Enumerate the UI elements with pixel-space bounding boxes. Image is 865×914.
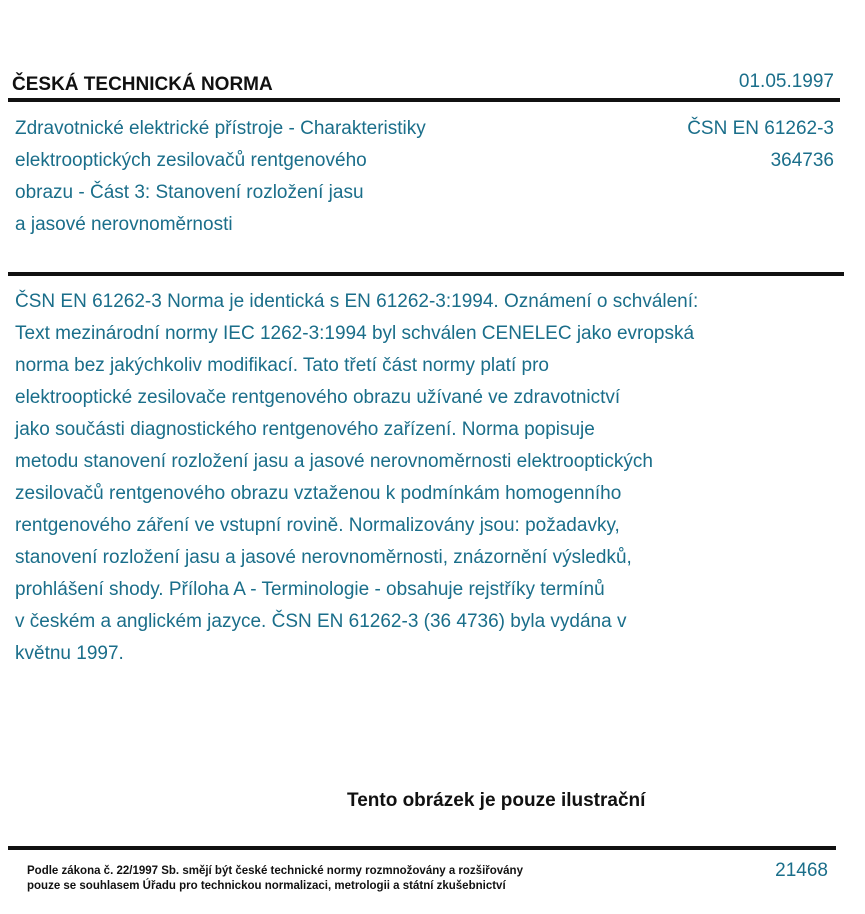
legal-line: Podle zákona č. 22/1997 Sb. smějí být české technické normy rozmnožovány a rozšiřovány	[27, 865, 523, 877]
abstract-line: květnu 1997.	[15, 643, 124, 664]
legal-notice	[27, 864, 523, 894]
title-line: elektrooptických zesilovačů rentgenového	[15, 150, 367, 171]
title-rule	[8, 272, 844, 276]
standard-codes	[687, 113, 834, 177]
title-line: obrazu - Část 3: Stanovení rozložení jasu	[15, 182, 364, 203]
issue-date: 01.05.1997	[738, 71, 834, 92]
abstract-line: v českém a anglickém jazyce. ČSN EN 61262-3 (36 4736) byla vydána v	[15, 611, 627, 632]
abstract-line: norma bez jakýchkoliv modifikací. Tato třetí část normy platí pro	[15, 355, 549, 376]
footer-rule	[8, 846, 836, 850]
title-line: a jasové nerovnoměrnosti	[15, 214, 233, 235]
catalog-number: 21468	[775, 860, 828, 881]
abstract-line: elektrooptické zesilovače rentgenového obrazu užívané ve zdravotnictví	[15, 387, 621, 408]
header-rule	[8, 98, 840, 102]
abstract-line: prohlášení shody. Příloha A - Terminologie - obsahuje rejstříky termínů	[15, 579, 605, 600]
abstract-line: rentgenového záření ve vstupní rovině. Normalizovány jsou: požadavky,	[15, 515, 620, 536]
classification-number: 364736	[770, 150, 834, 171]
legal-line: pouze se souhlasem Úřadu pro technickou normalizaci, metrologii a státní zkušebnictví	[27, 880, 506, 892]
standard-designation: ČSN EN 61262-3	[687, 118, 834, 139]
abstract-text	[15, 286, 845, 670]
abstract-line: metodu stanovení rozložení jasu a jasové nerovnoměrnosti elektrooptických	[15, 451, 653, 472]
document-heading: ČESKÁ TECHNICKÁ NORMA	[12, 74, 273, 95]
abstract-line: ČSN EN 61262-3 Norma je identická s EN 61262-3:1994. Oznámení o schválení:	[15, 291, 699, 312]
abstract-line: Text mezinárodní normy IEC 1262-3:1994 byl schválen CENELEC jako evropská	[15, 323, 695, 344]
title-line: Zdravotnické elektrické přístroje - Charakteristiky	[15, 118, 426, 139]
abstract-line: stanovení rozložení jasu a jasové nerovnoměrnosti, znázornění výsledků,	[15, 547, 632, 568]
abstract-line: zesilovačů rentgenového obrazu vztaženou k podmínkám homogenního	[15, 483, 622, 504]
standard-title	[15, 113, 575, 241]
illustration-note: Tento obrázek je pouze ilustrační	[347, 790, 646, 811]
abstract-line: jako součásti diagnostického rentgenového zařízení. Norma popisuje	[15, 419, 595, 440]
